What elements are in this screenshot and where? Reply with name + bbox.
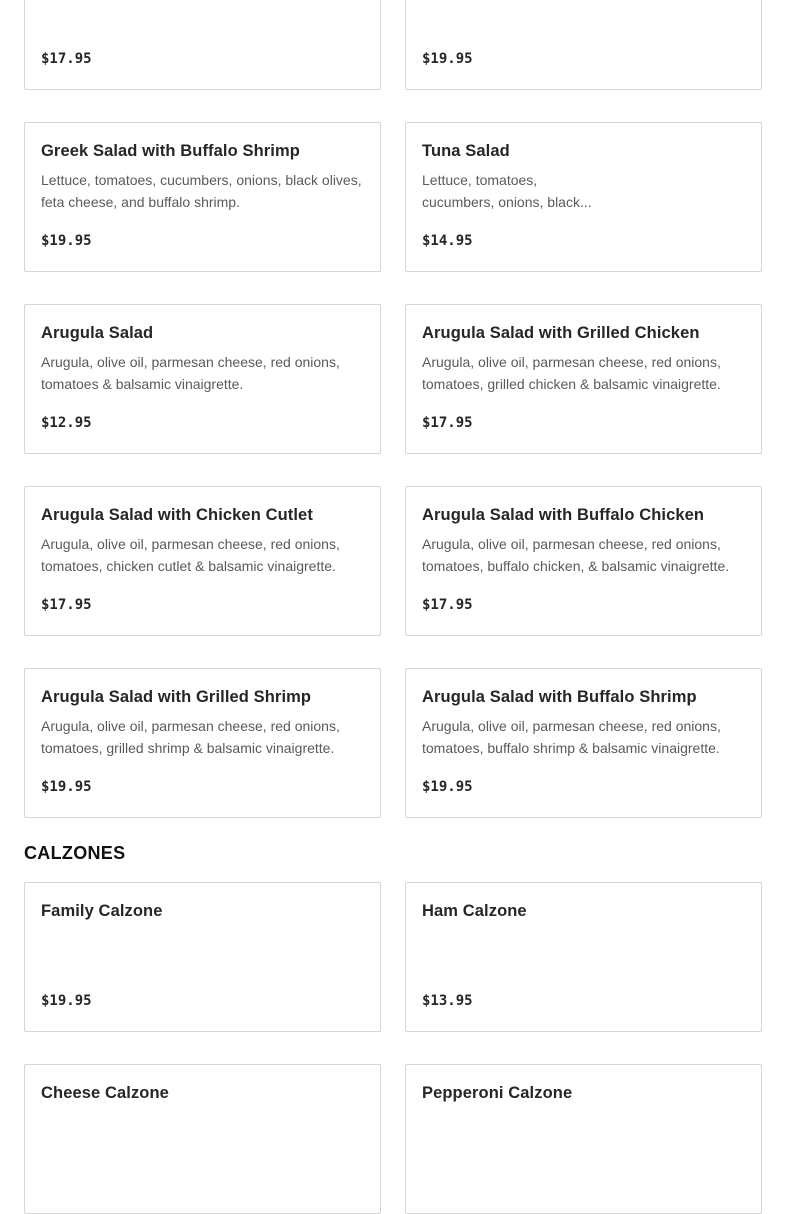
menu-item-card[interactable]: [405, 304, 762, 454]
menu-item-description: Lettuce, tomatoes, cucumbers, onions, black...: [422, 172, 592, 210]
menu-item-price: $17.95: [41, 51, 92, 67]
menu-item-description: Arugula, olive oil, parmesan cheese, red onions, tomatoes, grilled chicken & balsamic vinaigrette.: [422, 354, 721, 392]
menu-item-card[interactable]: [24, 122, 381, 272]
menu-item-price: $13.95: [422, 993, 473, 1009]
menu-item-name: Pepperoni Calzone: [422, 1084, 573, 1102]
menu-item-card[interactable]: [24, 304, 381, 454]
menu-item-card[interactable]: [405, 486, 762, 636]
menu-item-card[interactable]: [24, 1064, 381, 1214]
menu-item-name: Cheese Calzone: [41, 1084, 169, 1102]
menu-item-name: Arugula Salad with Chicken Cutlet: [41, 506, 313, 524]
menu-item-card[interactable]: [24, 486, 381, 636]
menu-item-card[interactable]: [24, 668, 381, 818]
menu-item-name: Ham Calzone: [422, 902, 527, 920]
menu-item-description: Arugula, olive oil, parmesan cheese, red onions, tomatoes, buffalo shrimp & balsamic vinaigrette.: [422, 718, 721, 756]
menu-item-description: Lettuce, tomatoes, cucumbers, onions, black olives, feta cheese, and buffalo shrimp.: [41, 172, 362, 210]
menu-item-card[interactable]: [405, 1064, 762, 1214]
menu-item-name: Arugula Salad with Grilled Shrimp: [41, 688, 312, 706]
menu-item-price: $12.95: [41, 415, 92, 431]
menu-item-description: Arugula, olive oil, parmesan cheese, red onions, tomatoes, buffalo chicken, & balsamic vinaigrette.: [422, 536, 730, 574]
menu-item-price: $19.95: [41, 993, 92, 1009]
menu-item-card[interactable]: [405, 0, 762, 90]
menu-item-card[interactable]: [24, 882, 381, 1032]
menu-item-price: $17.95: [422, 597, 473, 613]
menu-item-name: Arugula Salad with Buffalo Shrimp: [422, 688, 697, 706]
menu-item-name: Tuna Salad: [422, 142, 510, 160]
menu-item-price: $17.95: [422, 415, 473, 431]
menu-item-price: $19.95: [422, 779, 473, 795]
menu-item-name: Arugula Salad with Buffalo Chicken: [422, 506, 705, 524]
menu-item-name: Arugula Salad with Grilled Chicken: [422, 324, 700, 342]
menu-item-price: $19.95: [41, 779, 92, 795]
menu-item-name: Greek Salad with Buffalo Shrimp: [41, 142, 300, 160]
menu-item-card[interactable]: [405, 122, 762, 272]
menu-item-description: Arugula, olive oil, parmesan cheese, red onions, tomatoes, chicken cutlet & balsamic vinaigrette.: [41, 536, 340, 574]
menu-item-price: $19.95: [422, 51, 473, 67]
menu-item-card[interactable]: [405, 668, 762, 818]
section-title-calzones: CALZONES: [24, 843, 126, 863]
menu-item-card[interactable]: [405, 882, 762, 1032]
menu-item-name: Arugula Salad: [41, 324, 154, 342]
menu-item-price: $17.95: [41, 597, 92, 613]
menu-item-description: Arugula, olive oil, parmesan cheese, red onions, tomatoes, grilled shrimp & balsamic vinaigrette.: [41, 718, 340, 756]
menu-item-card[interactable]: [24, 0, 381, 90]
menu-item-name: Family Calzone: [41, 902, 163, 920]
menu-item-price: $19.95: [41, 233, 92, 249]
menu-item-price: $14.95: [422, 233, 473, 249]
menu-item-description: Arugula, olive oil, parmesan cheese, red onions, tomatoes & balsamic vinaigrette.: [41, 354, 340, 392]
